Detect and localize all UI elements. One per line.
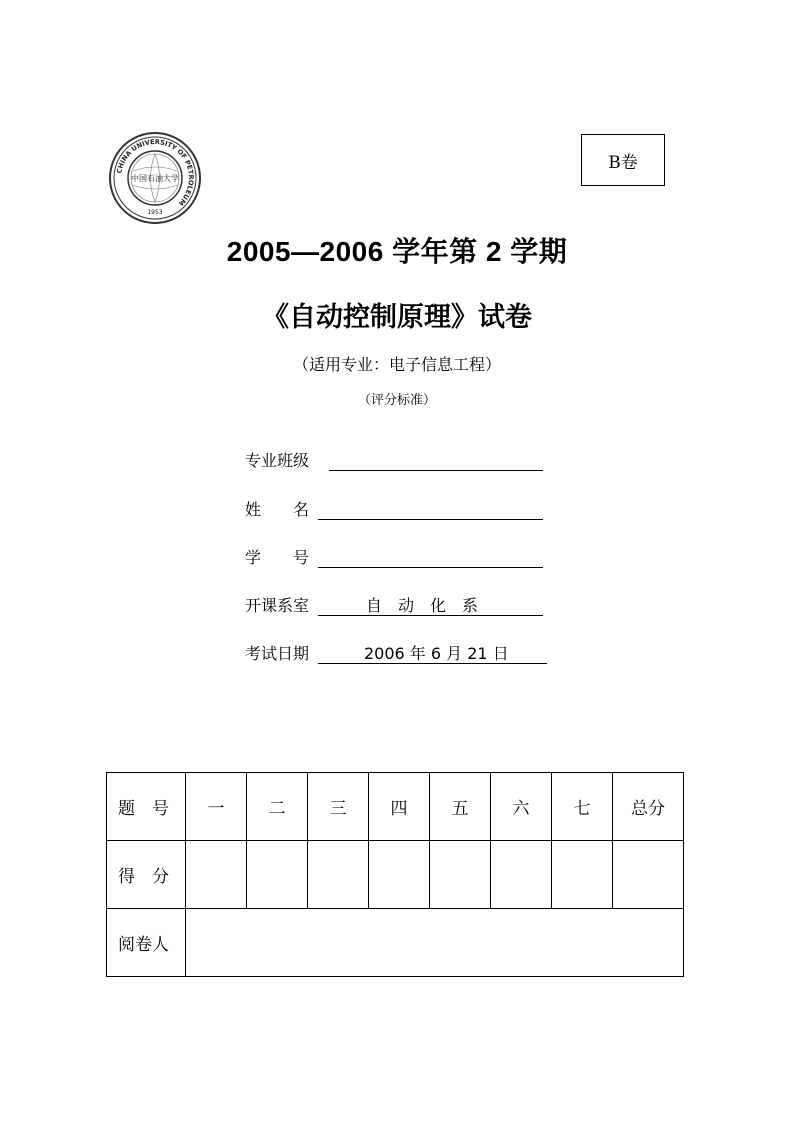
score-table xyxy=(106,772,684,977)
question-3-header: 三 xyxy=(308,773,369,841)
score-cell-6[interactable] xyxy=(491,841,552,909)
score-row xyxy=(107,841,684,909)
score-cell-7[interactable] xyxy=(552,841,613,909)
score-cell-3[interactable] xyxy=(308,841,369,909)
question-5-header: 五 xyxy=(430,773,491,841)
score-cell-2[interactable] xyxy=(247,841,308,909)
question-7-header: 七 xyxy=(552,773,613,841)
score-cell-4[interactable] xyxy=(369,841,430,909)
question-4-header: 四 xyxy=(369,773,430,841)
exam-date-value: 2006 年 6 月 21 日 xyxy=(364,644,509,663)
name-field xyxy=(245,497,545,523)
department-label: 开课系室 xyxy=(245,596,310,615)
total-score-header: 总分 xyxy=(613,773,684,841)
logo-year: 1953 xyxy=(147,209,163,216)
major-class-field xyxy=(245,448,545,474)
logo-ring-text: CHINA UNIVERSITY OF PETROLEUM xyxy=(115,137,196,207)
score-cell-5[interactable] xyxy=(430,841,491,909)
major-class-label: 专业班级 xyxy=(245,451,310,470)
exam-date-input[interactable] xyxy=(318,641,547,664)
exam-date-field xyxy=(245,641,555,667)
logo-center-text: 中国石油大学 xyxy=(131,174,179,183)
student-id-input[interactable] xyxy=(318,545,543,568)
grading-standard-label: （评分标准） xyxy=(357,393,436,408)
department-value: 自 动 化 系 xyxy=(366,596,479,615)
exam-date-label: 考试日期 xyxy=(245,644,310,663)
question-2-header: 二 xyxy=(247,773,308,841)
score-cell-1[interactable] xyxy=(186,841,247,909)
paper-version-label: B卷 xyxy=(608,152,638,173)
grader-row-header: 阅卷人 xyxy=(107,909,186,977)
question-number-header: 题 号 xyxy=(107,773,186,841)
question-1-header: 一 xyxy=(186,773,247,841)
department-field xyxy=(245,593,545,619)
university-logo xyxy=(108,131,202,225)
score-cell-total[interactable] xyxy=(613,841,684,909)
name-label: 姓 名 xyxy=(245,500,310,519)
exam-term-title: 2005—2006 学年第 2 学期 xyxy=(226,236,568,267)
score-row-header: 得 分 xyxy=(107,841,186,909)
student-id-label: 学 号 xyxy=(245,548,310,567)
question-6-header: 六 xyxy=(491,773,552,841)
student-id-field xyxy=(245,545,545,571)
paper-version-box xyxy=(581,134,665,186)
grader-cell[interactable] xyxy=(186,909,684,977)
department-input[interactable] xyxy=(318,593,543,616)
major-class-input[interactable] xyxy=(329,448,543,471)
course-title: 《自动控制原理》试卷 xyxy=(262,302,532,333)
question-number-row xyxy=(107,773,684,841)
grader-row xyxy=(107,909,684,977)
university-seal-icon xyxy=(108,131,202,225)
name-input[interactable] xyxy=(318,497,543,520)
applicable-major: （适用专业：电子信息工程） xyxy=(292,355,501,374)
